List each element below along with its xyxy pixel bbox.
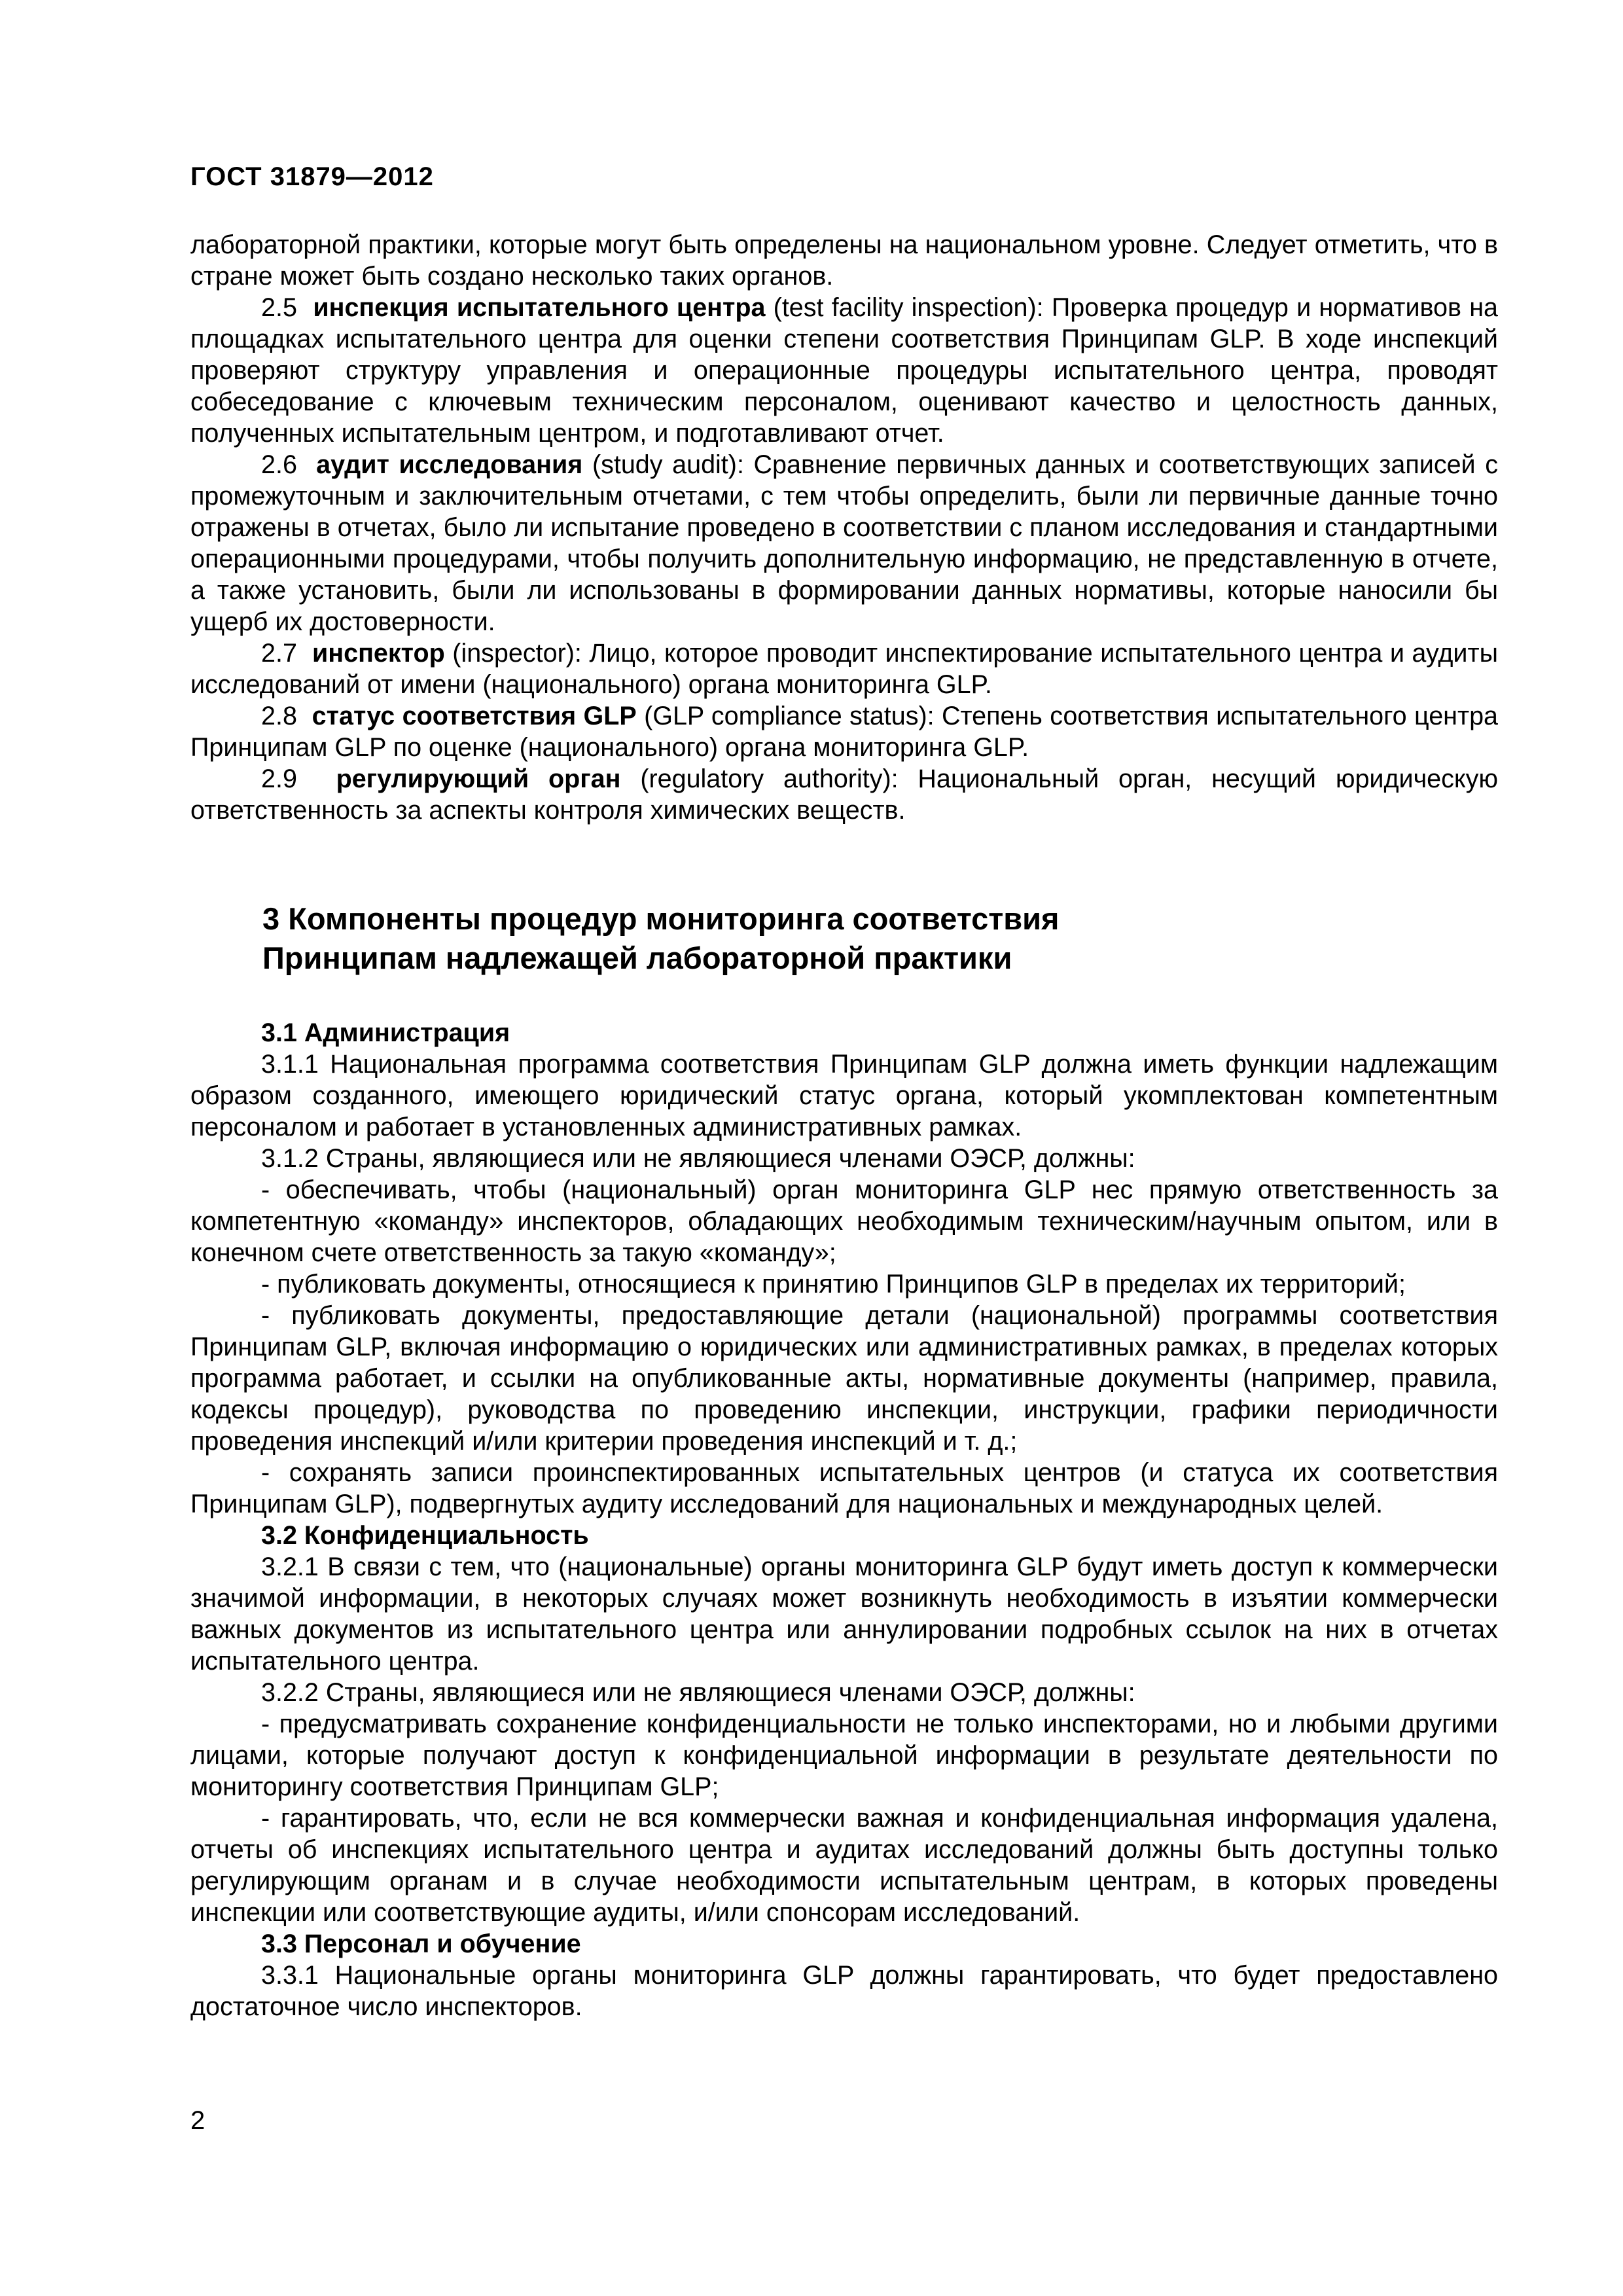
clause-3-1-1: 3.1.1 Национальная программа соответствия Принципам GLP должна иметь функции надлежащим образом созданного, имеющего юридический статус органа, который укомплектован компетентным персоналом и работает в установленных административных рамках. [190, 1050, 1498, 1141]
definition-2-6 [190, 449, 1498, 637]
definition-term: статус соответствия GLP [312, 702, 637, 730]
list-item: - публиковать документы, предоставляющие детали (национальной) программы соответствия Принципам GLP, включая информацию о юридических или административных рамках, в пределах которых программа работает, и ссылки на опубликованные акты, нормативные документы (например, правила, кодексы процедур), руководства по проведению инспекции, инструкции, графики периодичности проведения инспекций и/или критерии проведения инспекций и т. д.; [190, 1301, 1498, 1456]
document-body [190, 229, 1498, 2022]
page-number: 2 [190, 2106, 205, 2135]
definition-term: инспектор [312, 639, 445, 668]
section2-continuation: лабораторной практики, которые могут быть определены на национальном уровне. Следует отметить, что в стране может быть создано несколько таких органов. [190, 230, 1498, 291]
definition-2-9 [190, 763, 1498, 826]
definition-number: 2.6 [261, 450, 297, 479]
definition-number: 2.5 [261, 293, 297, 322]
definition-term: регулирующий орган [336, 764, 621, 793]
definition-number: 2.8 [261, 702, 297, 730]
section-3-title-line-2: Принципам надлежащей лабораторной практики [262, 941, 1012, 975]
list-item: - сохранять записи проинспектированных испытательных центров (и статуса их соответствия Принципам GLP), подвергнутых аудиту исследований для национальных и международных целей. [190, 1458, 1498, 1518]
definition-number: 2.7 [261, 639, 297, 668]
section-3-title-line-1: 3 Компоненты процедур мониторинга соответствия [262, 901, 1060, 936]
subsection-3-1-title: 3.1 Администрация [261, 1018, 510, 1047]
list-item: - обеспечивать, чтобы (национальный) орган мониторинга GLP нес прямую ответственность за компетентную «команду» инспекторов, обладающих необходимым техническим/научным опытом, или в конечном счете ответственность за такую «команду»; [190, 1175, 1498, 1267]
definition-term: инспекция испытательного центра [313, 293, 766, 322]
definition-number: 2.9 [261, 764, 297, 793]
definition-2-7 [190, 637, 1498, 700]
list-item: - публиковать документы, относящиеся к принятию Принципов GLP в пределах их территорий; [261, 1270, 1406, 1299]
clause-3-1-2: 3.1.2 Страны, являющиеся или не являющиеся членами ОЭСР, должны: [261, 1144, 1135, 1173]
definition-text: (regulatory authority): Национальный орган, несущий юридическую ответственность за аспекты контроля химических веществ. [190, 764, 1498, 825]
definition-2-5 [190, 292, 1498, 449]
section-3-title [262, 899, 1498, 978]
clause-3-2-2: 3.2.2 Страны, являющиеся или не являющиеся членами ОЭСР, должны: [261, 1678, 1135, 1707]
definition-text: (GLP compliance status): Степень соответствия испытательного центра Принципам GLP по оценке (национального) органа мониторинга GLP. [190, 702, 1499, 762]
definition-text: (study audit): Сравнение первичных данных и соответствующих записей с промежуточным и заключительным отчетами, с тем чтобы определить, были ли первичные данные точно отражены в отчетах, было ли испытание проведено в соответствии с планом исследования и стандартными операционными процедурами, чтобы получить дополнительную информацию, не представленную в отчете, а также установить, были ли использованы в формировании данных нормативы, которые наносили бы ущерб их достоверности. [190, 450, 1498, 636]
subsection-3-2-title: 3.2 Конфиденциальность [261, 1521, 589, 1550]
definition-term: аудит исследования [316, 450, 583, 479]
list-item: - гарантировать, что, если не вся коммерчески важная и конфиденциальная информация удалена, отчеты об инспекциях испытательного центра и аудитах исследований должны быть доступны только регулирующим органам и в случае необходимости испытательным центрам, в которых проведены инспекции или соответствующие аудиты, и/или спонсорам исследований. [190, 1804, 1498, 1927]
clause-3-3-1: 3.3.1 Национальные органы мониторинга GLP должны гарантировать, что будет предоставлено достаточное число инспекторов. [190, 1961, 1498, 2021]
definition-text: (test facility inspection): Проверка процедур и нормативов на площадках испытательного центра для оценки степени соответствия Принципам GLP. В ходе инспекций проверяют структуру управления и операционные процедуры испытательного центра, проводят собеседование с ключевым техническим персоналом, оценивают качество и целостность данных, полученных испытательным центром, и подготавливают отчет. [190, 293, 1498, 448]
definition-text: (inspector): Лицо, которое проводит инспектирование испытательного центра и аудиты исследований от имени (национального) органа мониторинга GLP. [190, 639, 1498, 699]
clause-3-2-1: 3.2.1 В связи с тем, что (национальные) органы мониторинга GLP будут иметь доступ к коммерчески значимой информации, в некоторых случаях может возникнуть необходимость в изъятии коммерчески важных документов из испытательного центра или аннулировании подробных ссылок на них в отчетах испытательного центра. [190, 1552, 1498, 1676]
definition-2-8 [190, 700, 1498, 763]
subsection-3-3-title: 3.3 Персонал и обучение [261, 1929, 581, 1958]
standard-header: ГОСТ 31879—2012 [190, 162, 434, 191]
list-item: - предусматривать сохранение конфиденциальности не только инспекторами, но и любыми другими лицами, которые получают доступ к конфиденциальной информации в результате деятельности по мониторингу соответствия Принципам GLP; [190, 1710, 1498, 1801]
